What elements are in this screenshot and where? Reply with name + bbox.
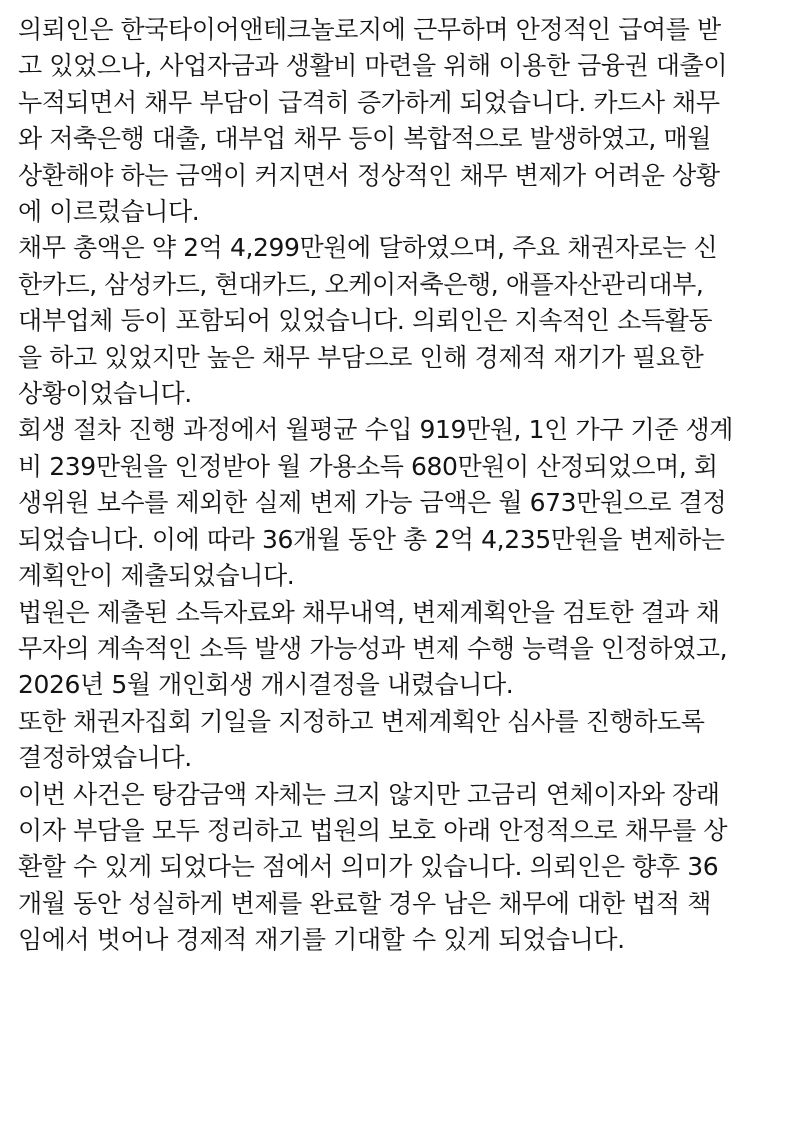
text-line: 되었습니다. 이에 따라 36개월 동안 총 2억 4,235만원을 변제하는 xyxy=(18,524,725,554)
text-line: 의뢰인은 한국타이어앤테크놀로지에 근무하며 안정적인 급여를 받 xyxy=(18,15,721,44)
text-line: 회생 절차 진행 과정에서 월평균 수입 919만원, 1인 가구 기준 생계 xyxy=(18,415,734,445)
text-line: 무자의 계속적인 소득 발생 가능성과 변제 수행 능력을 인정하였고, xyxy=(18,633,728,663)
text-line: 에 이르렀습니다. xyxy=(18,197,200,227)
text-line: 생위원 보수를 제외한 실제 변제 가능 금액은 월 673만원으로 결정 xyxy=(18,488,727,518)
text-line: 법원은 제출된 소득자료와 채무내역, 변제계획안을 검토한 결과 채 xyxy=(18,597,720,627)
text-line: 채무 총액은 약 2억 4,299만원에 달하였으며, 주요 채권자로는 신 xyxy=(18,233,718,263)
text-line: 2026년 5월 개인회생 개시결정을 내렸습니다. xyxy=(18,670,514,700)
text-line: 결정하였습니다. xyxy=(18,743,192,773)
text-line: 환할 수 있게 되었다는 점에서 의미가 있습니다. 의뢰인은 향후 36 xyxy=(18,852,719,882)
text-line: 계획안이 제출되었습니다. xyxy=(18,561,295,591)
text-line: 와 저축은행 대출, 대부업 채무 등이 복합적으로 발생하였고, 매월 xyxy=(18,124,711,154)
text-line: 대부업체 등이 포함되어 있었습니다. 의뢰인은 지속적인 소득활동 xyxy=(18,306,713,336)
text-line: 또한 채권자집회 기일을 지정하고 변제계획안 심사를 진행하도록 xyxy=(18,706,705,736)
text-line: 비 239만원을 인정받아 월 가용소득 680만원이 산정되었으며, 회 xyxy=(18,451,718,481)
text-line: 고 있었으나, 사업자금과 생활비 마련을 위해 이용한 금융권 대출이 xyxy=(18,51,728,81)
text-line: 이번 사건은 탕감금액 자체는 크지 않지만 고금리 연체이자와 장래 xyxy=(18,779,720,809)
text-line: 이자 부담을 모두 정리하고 법원의 보호 아래 안정적으로 채무를 상 xyxy=(18,815,728,845)
document-body xyxy=(18,12,786,959)
text-line: 개월 동안 성실하게 변제를 완료할 경우 남은 채무에 대한 법적 책 xyxy=(18,888,711,918)
text-line: 임에서 벗어나 경제적 재기를 기대할 수 있게 되었습니다. xyxy=(18,925,625,955)
text-line: 한카드, 삼성카드, 현대카드, 오케이저축은행, 애플자산관리대부, xyxy=(18,269,704,299)
text-line: 상황이었습니다. xyxy=(18,379,192,409)
text-line: 상환해야 하는 금액이 커지면서 정상적인 채무 변제가 어려운 상황 xyxy=(18,160,720,190)
text-line: 누적되면서 채무 부담이 급격히 증가하게 되었습니다. 카드사 채무 xyxy=(18,87,720,117)
text-line: 을 하고 있었지만 높은 채무 부담으로 인해 경제적 재기가 필요한 xyxy=(18,342,704,372)
